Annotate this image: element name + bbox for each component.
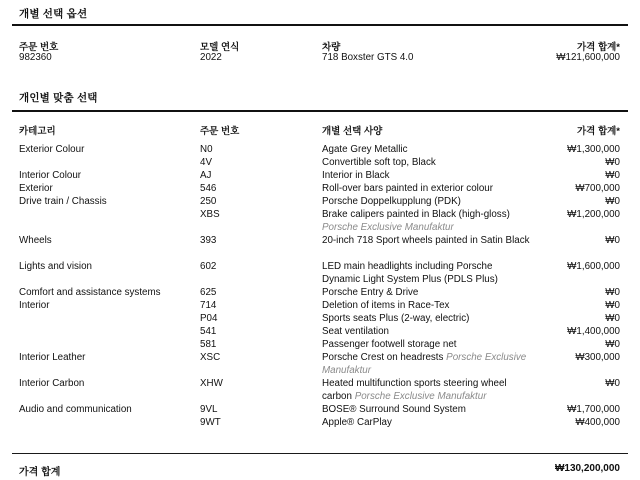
grand-total-value: ₩130,200,000 [554, 463, 620, 474]
option-price: ₩1,600,000 [567, 261, 620, 272]
option-description-text: Porsche Entry & Drive [322, 287, 419, 298]
exclusive-manufaktur-note: Porsche Exclusive Manufaktur [354, 391, 487, 402]
option-code: 714 [200, 300, 217, 311]
option-description-text: Agate Grey Metallic [322, 144, 408, 155]
option-description-text: Convertible soft top, Black [322, 157, 436, 168]
option-description-text: Interior in Black [322, 170, 390, 181]
option-code: 9WT [200, 417, 221, 428]
option-code: 393 [200, 235, 217, 246]
option-category: Interior Colour [19, 170, 82, 181]
option-description-text: Porsche Crest on headrests [322, 352, 444, 363]
option-description-text: Apple® CarPlay [322, 417, 392, 428]
option-category: Interior Carbon [19, 378, 85, 389]
option-code: 602 [200, 261, 217, 272]
exclusive-manufaktur-note: Porsche Exclusive Manufaktur [322, 222, 454, 233]
order-number-value: 982360 [19, 52, 52, 63]
option-price: ₩0 [605, 235, 620, 246]
option-price: ₩400,000 [575, 417, 620, 428]
option-price: ₩0 [605, 170, 620, 181]
total-price-header: 가격 합계* [576, 42, 620, 53]
option-code-header: 주문 번호 [200, 126, 240, 137]
option-price: ₩1,200,000 [567, 209, 620, 220]
model-year-value: 2022 [200, 52, 222, 63]
option-description-text: LED main headlights including Porsche Dynamic Light System Plus (PDLS Plus) [322, 261, 498, 285]
option-description-text: Heated multifunction sports steering wheel carbon [322, 378, 507, 402]
option-description-text: 20-inch 718 Sport wheels painted in Satin Black [322, 235, 530, 246]
option-category: Lights and vision [19, 261, 92, 272]
option-description-text: Porsche Doppelkupplung (PDK) [322, 196, 461, 207]
option-code: 9VL [200, 404, 218, 415]
option-price: ₩0 [605, 378, 620, 389]
option-code: XBS [200, 209, 220, 220]
option-code: XHW [200, 378, 223, 389]
option-price: ₩1,700,000 [567, 404, 620, 415]
category-header: 카테고리 [19, 126, 56, 137]
option-price: ₩1,300,000 [567, 144, 620, 155]
total-price-value: ₩121,600,000 [556, 52, 620, 63]
option-code: 625 [200, 287, 217, 298]
section1-title: 개별 선택 옵션 [19, 8, 88, 20]
option-category: Interior Leather [19, 352, 86, 363]
option-description-text: BOSE® Surround Sound System [322, 404, 466, 415]
section2-title: 개인별 맞춤 선택 [19, 92, 98, 104]
option-description-text: Sports seats Plus (2-way, electric) [322, 313, 470, 324]
option-description-text: Deletion of items in Race-Tex [322, 300, 450, 311]
option-code: AJ [200, 170, 212, 181]
option-code: 541 [200, 326, 217, 337]
option-category: Drive train / Chassis [19, 196, 107, 207]
option-price: ₩0 [605, 196, 620, 207]
vehicle-value: 718 Boxster GTS 4.0 [322, 52, 414, 63]
model-year-header: 모델 연식 [200, 42, 240, 53]
option-category: Interior [19, 300, 50, 311]
exclusive-manufaktur-note: Porsche Exclusive Manufaktur [322, 352, 527, 376]
section2-divider [12, 110, 628, 112]
spec-header: 개별 선택 사양 [322, 126, 383, 137]
footer-divider [12, 453, 628, 454]
option-price: ₩700,000 [575, 183, 620, 194]
vehicle-header: 차량 [322, 42, 341, 53]
option-code: P04 [200, 313, 218, 324]
option-category: Exterior Colour [19, 144, 85, 155]
option-price: ₩300,000 [575, 352, 620, 363]
option-price: ₩0 [605, 313, 620, 324]
option-price: ₩0 [605, 300, 620, 311]
option-price-header: 가격 합계* [576, 126, 620, 137]
option-price: ₩0 [605, 339, 620, 350]
grand-total-label: 가격 합계 [19, 467, 61, 478]
option-code: XSC [200, 352, 221, 363]
option-code: 581 [200, 339, 217, 350]
section1-divider [12, 24, 628, 26]
option-category: Audio and communication [19, 404, 132, 415]
option-code: N0 [200, 144, 213, 155]
option-category: Wheels [19, 235, 52, 246]
option-description-text: Passenger footwell storage net [322, 339, 457, 350]
option-code: 546 [200, 183, 217, 194]
option-category: Exterior [19, 183, 53, 194]
option-category: Comfort and assistance systems [19, 287, 161, 298]
option-price: ₩0 [605, 287, 620, 298]
option-description-text: Roll-over bars painted in exterior colour [322, 183, 493, 194]
option-description-text: Seat ventilation [322, 326, 389, 337]
order-number-header: 주문 번호 [19, 42, 59, 53]
option-price: ₩0 [605, 157, 620, 168]
option-code: 250 [200, 196, 217, 207]
option-price: ₩1,400,000 [567, 326, 620, 337]
option-description-text: Brake calipers painted in Black (high-gloss) [322, 209, 510, 220]
option-code: 4V [200, 157, 212, 168]
